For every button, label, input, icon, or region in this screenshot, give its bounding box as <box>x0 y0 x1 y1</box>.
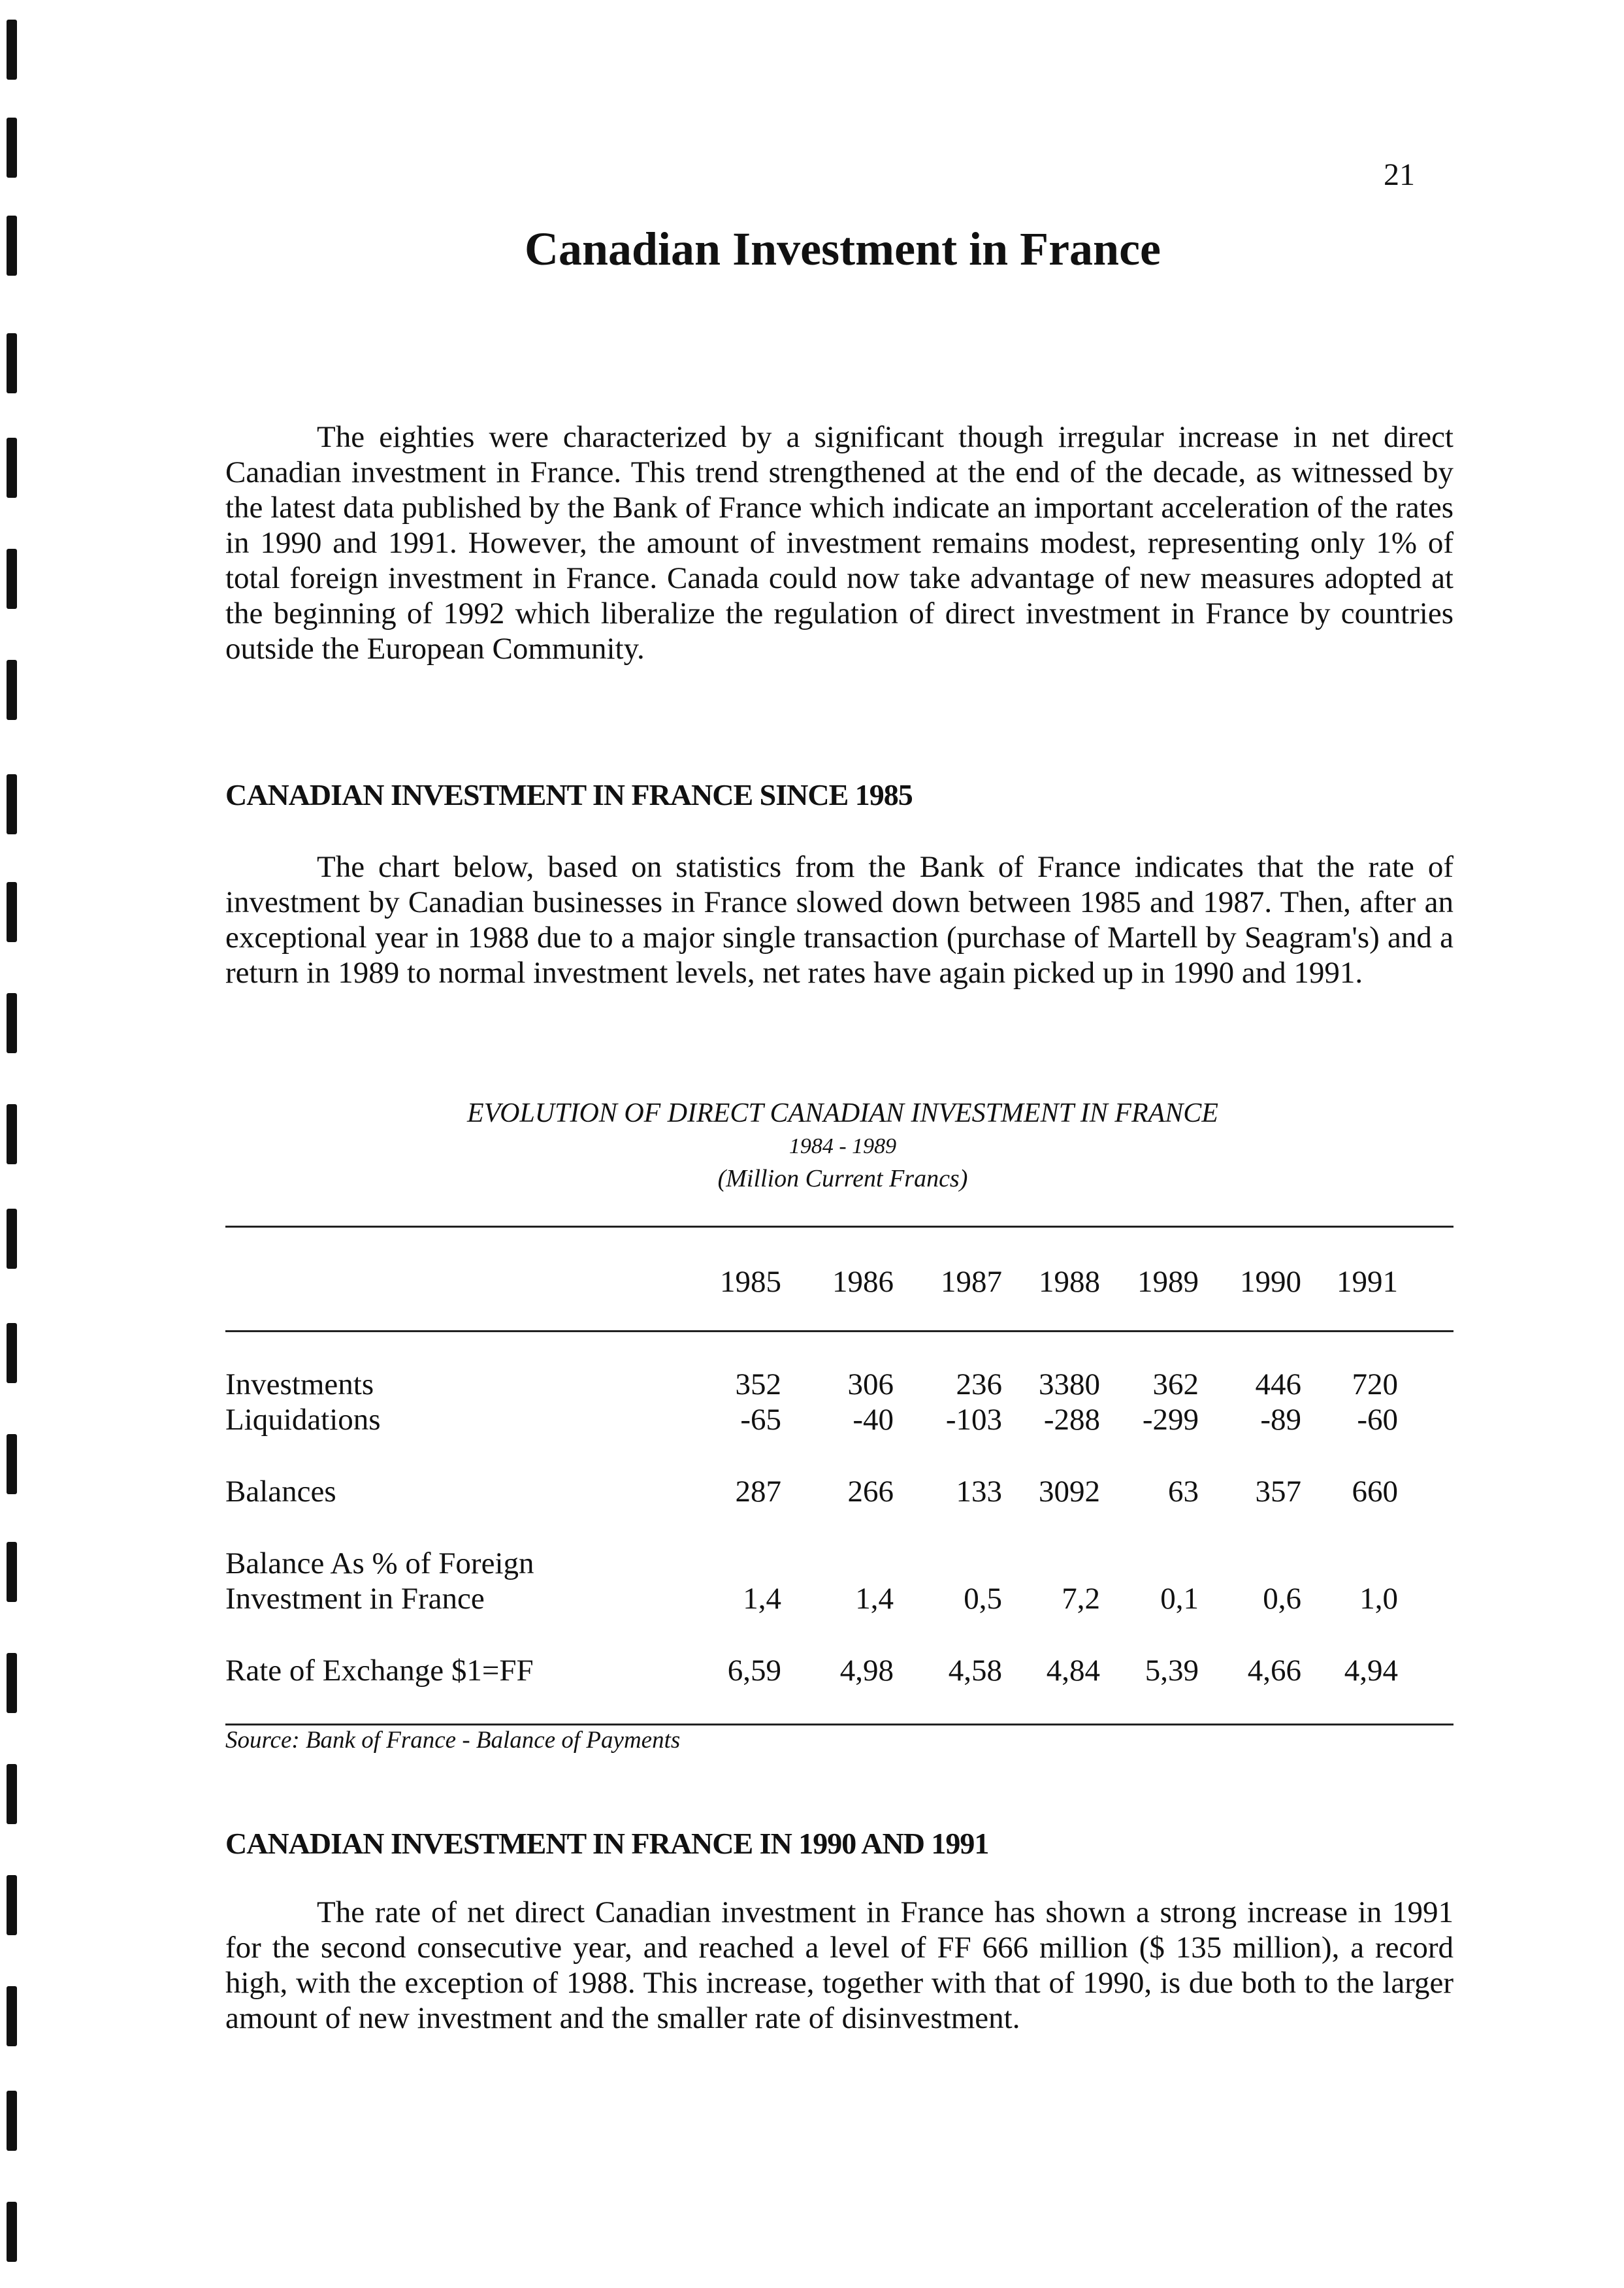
table-cell: 306 <box>847 1367 894 1401</box>
binding-mark <box>7 438 17 498</box>
table-bottom-rule <box>225 1724 1453 1725</box>
binding-mark <box>7 2202 17 2262</box>
year-header: 1985 <box>720 1265 781 1299</box>
row-label: Investment in France <box>225 1582 485 1616</box>
table-cell: 352 <box>735 1367 781 1401</box>
year-header: 1986 <box>832 1265 894 1299</box>
table-cell: 357 <box>1255 1475 1301 1509</box>
table-cell: 4,84 <box>1046 1654 1100 1688</box>
binding-mark <box>7 993 17 1053</box>
table-top-rule <box>225 1226 1453 1228</box>
table-cell: -89 <box>1260 1403 1301 1437</box>
binding-mark <box>7 333 17 393</box>
table-cell: 0,6 <box>1263 1582 1301 1616</box>
binding-mark <box>7 1653 17 1713</box>
table-source-note: Source: Bank of France - Balance of Payments <box>225 1727 681 1754</box>
table-cell: 1,4 <box>743 1582 781 1616</box>
binding-mark <box>7 2091 17 2151</box>
table-cell: 7,2 <box>1062 1582 1100 1616</box>
row-label: Liquidations <box>225 1403 381 1437</box>
binding-mark <box>7 20 17 80</box>
year-header: 1988 <box>1039 1265 1100 1299</box>
table-cell: 0,5 <box>964 1582 1002 1616</box>
year-header: 1991 <box>1337 1265 1398 1299</box>
table-cell: 1,0 <box>1359 1582 1398 1616</box>
row-label: Rate of Exchange $1=FF <box>225 1654 534 1688</box>
table-cell: 5,39 <box>1145 1654 1199 1688</box>
binding-mark <box>7 774 17 834</box>
table-cell: -40 <box>853 1403 894 1437</box>
table-cell: -103 <box>945 1403 1002 1437</box>
section2-paragraph-text: The rate of net direct Canadian investment in France has shown a strong increase in 1991 for the second consecutive year, and reached a level of FF 666 million ($ 135 million), a record high, with the exception of 1988. This increase, together with that of 1990, is due both to the larger amount of new investment and the smaller rate of disinvestment. <box>225 1895 1453 2035</box>
table-cell: 236 <box>956 1367 1002 1401</box>
table-caption-years: 1984 - 1989 <box>788 1134 897 1158</box>
table-cell: -288 <box>1043 1403 1100 1437</box>
intro-paragraph-text: The eighties were characterized by a significant though irregular increase in net direct Canadian investment in France. This trend strengthened at the end of the decade, as witnessed by the latest data published by the Bank of France which indicate an important acceleration of the rates in 1990 and 1991. However, the amount of investment remains modest, representing only 1% of total foreign investment in France. Canada could now take advantage of new measures adopted at the beginning of 1992 which liberalize the regulation of direct investment in France by countries outside the European Community. <box>225 420 1453 666</box>
binding-mark <box>7 1434 17 1494</box>
binding-mark <box>7 882 17 942</box>
table-cell: 6,59 <box>727 1654 781 1688</box>
table-cell: 720 <box>1352 1367 1398 1401</box>
table-cell: 3092 <box>1039 1475 1100 1509</box>
intro-paragraph <box>225 419 1453 666</box>
binding-mark <box>7 1986 17 2046</box>
table-cell: 0,1 <box>1160 1582 1199 1616</box>
binding-mark <box>7 1764 17 1824</box>
row-label: Balance As % of Foreign <box>225 1546 534 1580</box>
table-cell: 133 <box>956 1475 1002 1509</box>
table-cell: 4,66 <box>1247 1654 1301 1688</box>
table-header-rule <box>225 1330 1453 1332</box>
table-cell: 4,58 <box>948 1654 1002 1688</box>
table-cell: -299 <box>1142 1403 1199 1437</box>
table-cell: 362 <box>1152 1367 1199 1401</box>
binding-mark <box>7 1875 17 1935</box>
table-cell: 660 <box>1352 1475 1398 1509</box>
year-header: 1990 <box>1240 1265 1301 1299</box>
binding-mark <box>7 1323 17 1383</box>
table-caption-units: (Million Current Francs) <box>717 1165 968 1192</box>
page-number: 21 <box>1384 157 1415 192</box>
section1-paragraph <box>225 849 1453 990</box>
table-cell: 287 <box>735 1475 781 1509</box>
table-cell: 63 <box>1168 1475 1199 1509</box>
table-caption-title: EVOLUTION OF DIRECT CANADIAN INVESTMENT IN FRANCE <box>467 1098 1218 1128</box>
year-header: 1987 <box>941 1265 1002 1299</box>
table-cell: 446 <box>1255 1367 1301 1401</box>
table-cell: 1,4 <box>855 1582 894 1616</box>
table-cell: -65 <box>740 1403 781 1437</box>
section1-paragraph-text: The chart below, based on statistics from the Bank of France indicates that the rate of investment by Canadian businesses in France slowed down between 1985 and 1987. Then, after an exceptional year in 1988 due to a major single transaction (purchase of Martell by Seagram's) and a return in 1989 to normal investment levels, net rates have again picked up in 1990 and 1991. <box>225 850 1453 990</box>
binding-mark <box>7 660 17 720</box>
section-heading-since-1985: CANADIAN INVESTMENT IN FRANCE SINCE 1985 <box>225 778 913 811</box>
binding-mark <box>7 118 17 178</box>
section2-paragraph <box>225 1895 1453 2036</box>
binding-mark <box>7 549 17 609</box>
table-cell: 3380 <box>1039 1367 1100 1401</box>
row-label: Balances <box>225 1475 336 1509</box>
table-cell: 4,94 <box>1344 1654 1398 1688</box>
row-label: Investments <box>225 1367 374 1401</box>
table-cell: -60 <box>1357 1403 1398 1437</box>
table-cell: 4,98 <box>839 1654 894 1688</box>
year-header: 1989 <box>1137 1265 1199 1299</box>
binding-mark <box>7 1542 17 1602</box>
section-heading-1990-1991: CANADIAN INVESTMENT IN FRANCE IN 1990 AND 1991 <box>225 1827 989 1860</box>
binding-mark <box>7 1209 17 1269</box>
table-cell: 266 <box>847 1475 894 1509</box>
page-title: Canadian Investment in France <box>524 223 1161 275</box>
